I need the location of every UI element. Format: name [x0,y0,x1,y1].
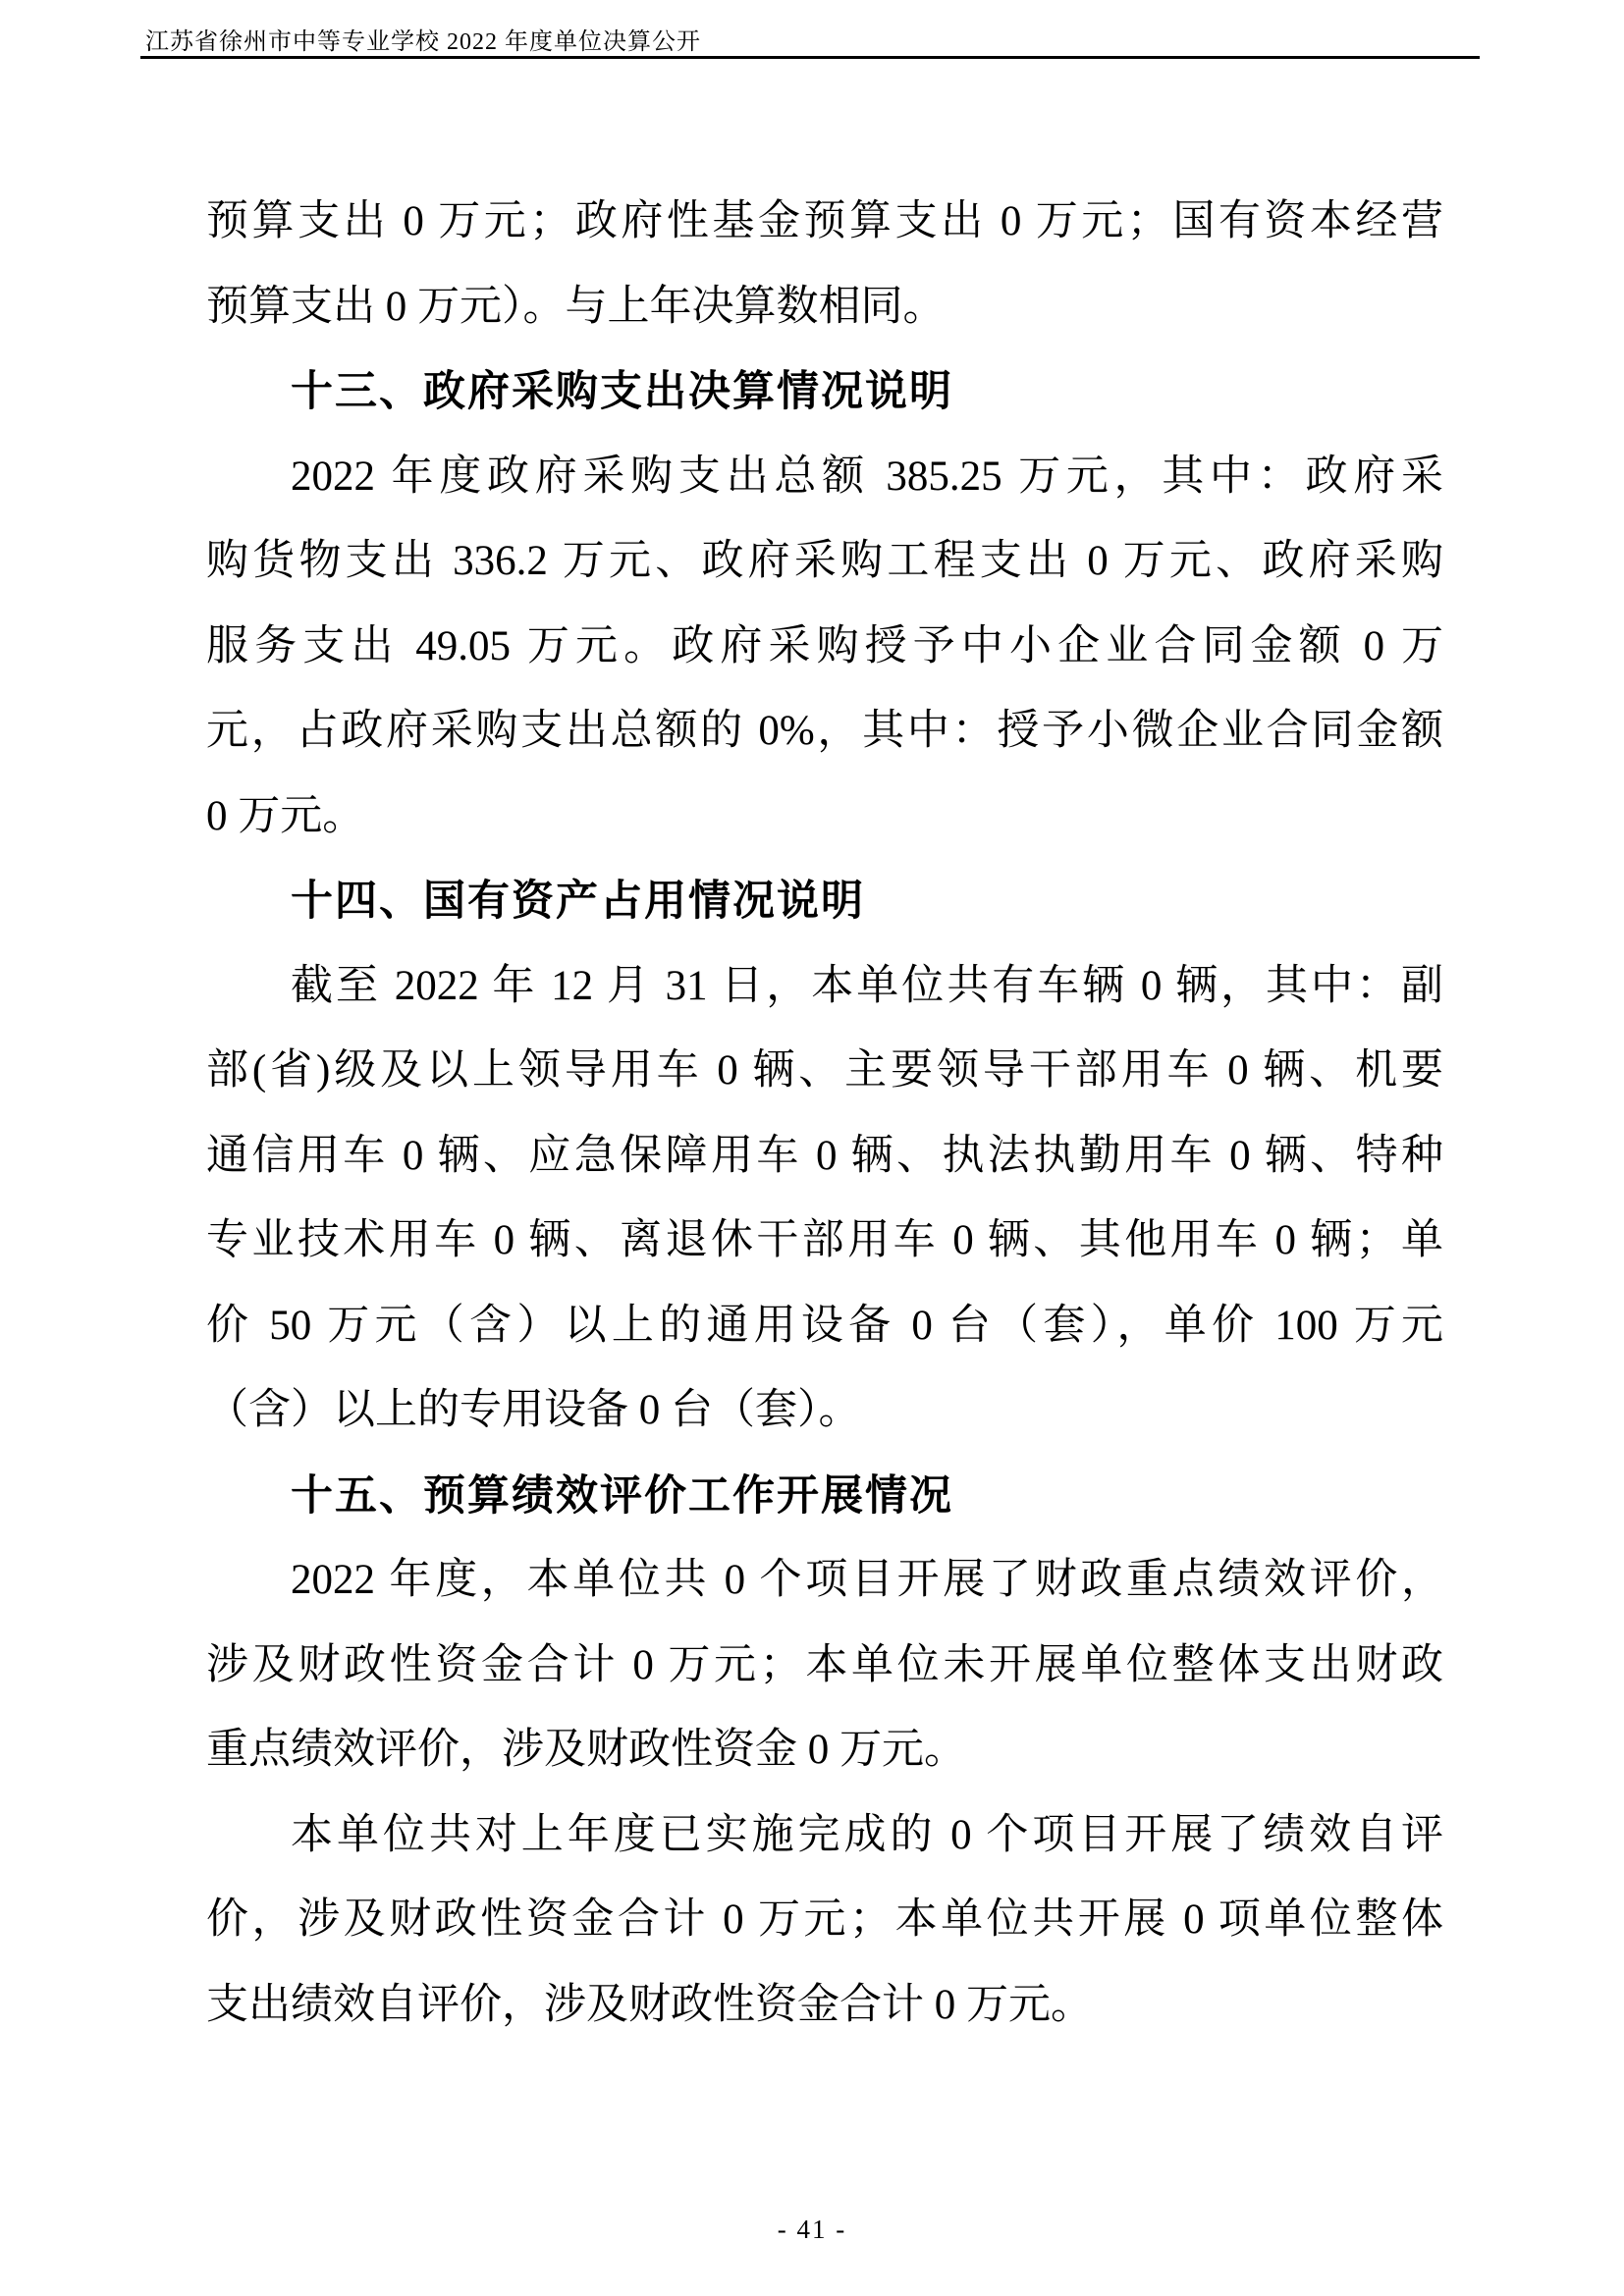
paragraph-performance-eval-2 [206,1793,1443,2049]
text-line: 涉及财政性资金合计 0 万元；本单位未开展单位整体支出财政 [206,1641,1443,1688]
text-line: 价，涉及财政性资金合计 0 万元；本单位共开展 0 项单位整体 [206,1896,1443,1943]
text-line: 0 万元。 [206,792,365,839]
text-line: （含）以上的专用设备 0 台（套）。 [206,1387,861,1433]
text-line: 2022 年度政府采购支出总额 385.25 万元，其中：政府采 [291,453,1443,500]
text-line: 部(省)级及以上领导用车 0 辆、主要领导干部用车 0 辆、机要 [206,1047,1443,1094]
text-line: 截至 2022 年 12 月 31 日，本单位共有车辆 0 辆，其中：副 [291,962,1443,1009]
paragraph-performance-eval-1 [206,1538,1443,1793]
text-line: 重点绩效评价，涉及财政性资金 0 万元。 [206,1727,966,1773]
text-line: 预算支出 0 万元；政府性基金预算支出 0 万元；国有资本经营 [206,198,1443,244]
page-number: - 41 - [777,2215,847,2244]
text-line: 购货物支出 336.2 万元、政府采购工程支出 0 万元、政府采购 [206,538,1443,584]
paragraph-state-assets [206,944,1443,1454]
text-line: 预算支出 0 万元）。与上年决算数相同。 [206,283,946,330]
paragraph-continued [206,180,1443,349]
text-line: 本单位共对上年度已实施完成的 0 个项目开展了绩效自评 [291,1811,1443,1858]
text-line: 专业技术用车 0 辆、离退休干部用车 0 辆、其他用车 0 辆；单 [206,1217,1443,1263]
section-heading-15: 十五、预算绩效评价工作开展情况 [291,1471,953,1520]
page-header-title: 江苏省徐州市中等专业学校 2022 年度单位决算公开 [145,29,701,55]
section-heading-13: 十三、政府采购支出决算情况说明 [291,368,953,415]
text-line: 元，占政府采购支出总额的 0%，其中：授予小微企业合同金额 [206,708,1443,754]
header-rule [140,56,1480,59]
text-line: 服务支出 49.05 万元。政府采购授予中小企业合同金额 0 万 [206,622,1443,669]
text-line: 2022 年度，本单位共 0 个项目开展了财政重点绩效评价， [291,1557,1443,1603]
text-line: 支出绩效自评价，涉及财政性资金合计 0 万元。 [206,1981,1093,2028]
text-line: 通信用车 0 辆、应急保障用车 0 辆、执法执勤用车 0 辆、特种 [206,1132,1443,1179]
paragraph-gov-procurement [206,435,1443,860]
section-heading-14: 十四、国有资产占用情况说明 [291,878,865,925]
document-body [206,180,1443,2048]
text-line: 价 50 万元（含）以上的通用设备 0 台（套），单价 100 万元 [206,1302,1443,1349]
